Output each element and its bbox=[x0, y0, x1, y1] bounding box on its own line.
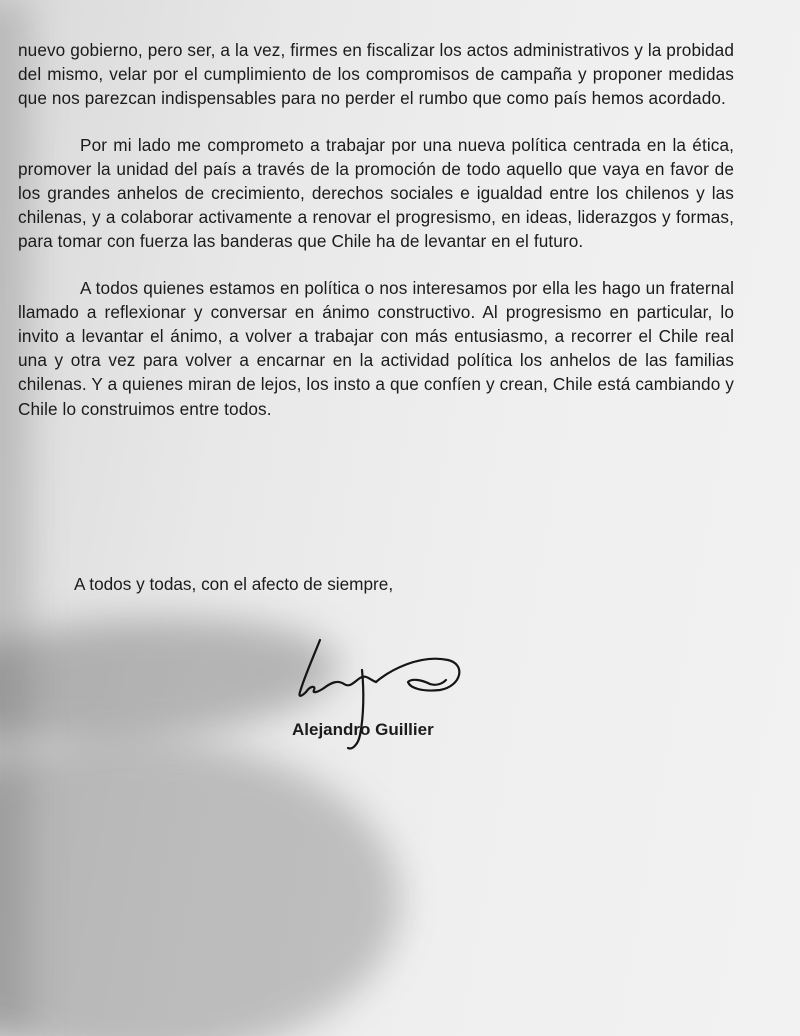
paragraph-2: Por mi lado me comprometo a trabajar por una nueva política centrada en la ética, promover la unidad del país a través de la promoción de todo aquello que vaya en favor de los grandes anhelos de crecimiento, derechos sociales e igualdad entre los chilenos y las chilenas, y a colaborar activamente a renovar el progresismo, en ideas, liderazgos y formas, para tomar con fuerza las banderas que Chile ha de levantar en el futuro. bbox=[18, 134, 734, 252]
hand-shadow-lower bbox=[0, 740, 400, 1036]
paragraph-3: A todos quienes estamos en política o nos interesamos por ella les hago un fraternal llamado a reflexionar y conversar en ánimo constructivo. Al progresismo en particular, lo invito a levantar el ánimo, a volver a trabajar con más entusiasmo, a recorrer el Chile real una y otra vez para volver a encarnar en la actividad política los anhelos de las familias chilenas. Y a quienes miran de lejos, los insto a que confíen y crean, Chile está cambiando y Chile lo construimos entre todos. bbox=[18, 277, 734, 419]
paragraph-1: nuevo gobierno, pero ser, a la vez, firmes en fiscalizar los actos administrativos y la probidad del mismo, velar por el cumplimiento de los compromisos de campaña y proponer medidas que nos parezcan indispensables para no perder el rumbo que como país hemos acordado. bbox=[18, 40, 734, 109]
closing-line: A todos y todas, con el afecto de siempre, bbox=[74, 574, 394, 594]
signer-name: Alejandro Guillier bbox=[292, 720, 434, 739]
letter-body bbox=[18, 38, 734, 421]
